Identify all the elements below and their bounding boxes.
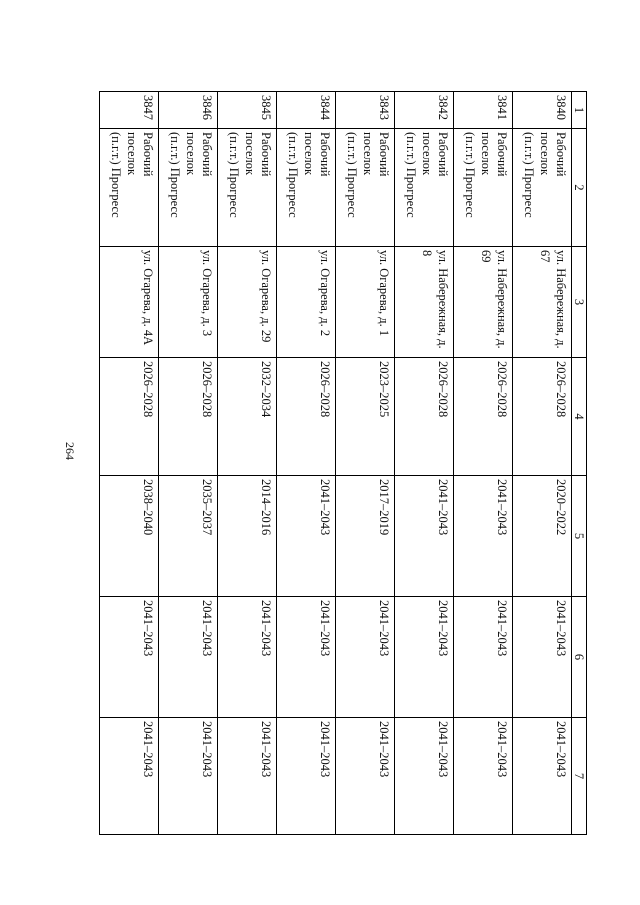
table-header-row bbox=[571, 91, 586, 834]
locality-line: поселок bbox=[537, 131, 552, 175]
period-cell: 2026–2028 bbox=[453, 357, 512, 475]
period-cell: 2041–2043 bbox=[276, 475, 335, 596]
period-cell: 2041–2043 bbox=[335, 596, 394, 717]
table-row bbox=[276, 91, 335, 834]
table-row bbox=[453, 91, 512, 834]
table-row bbox=[158, 91, 217, 834]
period-cell: 2026–2028 bbox=[276, 357, 335, 475]
locality-cell bbox=[453, 128, 512, 246]
schedule-table bbox=[99, 91, 587, 835]
period-cell: 2041–2043 bbox=[158, 717, 217, 834]
period-cell: 2041–2043 bbox=[394, 475, 453, 596]
locality-line: поселок bbox=[360, 131, 375, 175]
row-id: 3841 bbox=[453, 91, 512, 128]
period-cell: 2026–2028 bbox=[158, 357, 217, 475]
column-header: 3 bbox=[571, 246, 586, 357]
table-row bbox=[335, 91, 394, 834]
locality-cell bbox=[158, 128, 217, 246]
locality-line: (п.г.т.) Прогресс bbox=[226, 131, 241, 218]
period-cell: 2035–2037 bbox=[158, 475, 217, 596]
locality-line: поселок bbox=[124, 131, 139, 175]
row-id: 3846 bbox=[158, 91, 217, 128]
row-id: 3845 bbox=[217, 91, 276, 128]
locality-cell bbox=[335, 128, 394, 246]
period-cell: 2041–2043 bbox=[394, 717, 453, 834]
locality-line: (п.г.т.) Прогресс bbox=[462, 131, 477, 218]
period-cell: 2041–2043 bbox=[512, 717, 571, 834]
row-id: 3843 bbox=[335, 91, 394, 128]
locality-line: Рабочий bbox=[376, 131, 391, 176]
period-cell: 2041–2043 bbox=[99, 596, 158, 717]
column-header: 6 bbox=[571, 596, 586, 717]
locality-line: Рабочий bbox=[199, 131, 214, 176]
locality-line: Рабочий bbox=[140, 131, 155, 176]
locality-line: (п.г.т.) Прогресс bbox=[285, 131, 300, 218]
address-cell: ул. Набережная, д. 67 bbox=[512, 246, 571, 357]
locality-cell bbox=[512, 128, 571, 246]
locality-line: поселок bbox=[478, 131, 493, 175]
locality-cell bbox=[394, 128, 453, 246]
table-row bbox=[217, 91, 276, 834]
table-container bbox=[102, 87, 586, 830]
locality-line: Рабочий bbox=[494, 131, 509, 176]
locality-line: поселок bbox=[301, 131, 316, 175]
locality-line: (п.г.т.) Прогресс bbox=[108, 131, 123, 218]
period-cell: 2041–2043 bbox=[512, 596, 571, 717]
locality-line: поселок bbox=[242, 131, 257, 175]
column-header: 7 bbox=[571, 717, 586, 834]
locality-cell bbox=[276, 128, 335, 246]
period-cell: 2041–2043 bbox=[217, 596, 276, 717]
period-cell: 2026–2028 bbox=[99, 357, 158, 475]
period-cell: 2041–2043 bbox=[394, 596, 453, 717]
address-cell: ул. Огарева, д. 1 bbox=[335, 246, 394, 357]
column-header: 4 bbox=[571, 357, 586, 475]
row-id: 3847 bbox=[99, 91, 158, 128]
locality-line: (п.г.т.) Прогресс bbox=[403, 131, 418, 218]
period-cell: 2032–2034 bbox=[217, 357, 276, 475]
period-cell: 2020–2022 bbox=[512, 475, 571, 596]
row-id: 3844 bbox=[276, 91, 335, 128]
period-cell: 2026–2028 bbox=[394, 357, 453, 475]
page-number: 264 bbox=[63, 442, 77, 460]
locality-line: (п.г.т.) Прогресс bbox=[344, 131, 359, 218]
locality-line: Рабочий bbox=[435, 131, 450, 176]
row-id: 3840 bbox=[512, 91, 571, 128]
address-cell: ул. Огарева, д. 29 bbox=[217, 246, 276, 357]
locality-line: Рабочий bbox=[553, 131, 568, 176]
address-cell: ул. Огарева, д. 4А bbox=[99, 246, 158, 357]
period-cell: 2041–2043 bbox=[453, 717, 512, 834]
locality-line: (п.г.т.) Прогресс bbox=[167, 131, 182, 218]
address-cell: ул. Огарева, д. 3 bbox=[158, 246, 217, 357]
address-cell: ул. Набережная, д. 8 bbox=[394, 246, 453, 357]
row-id: 3842 bbox=[394, 91, 453, 128]
period-cell: 2014–2016 bbox=[217, 475, 276, 596]
address-cell: ул. Набережная, д. 69 bbox=[453, 246, 512, 357]
period-cell: 2041–2043 bbox=[158, 596, 217, 717]
locality-line: (п.г.т.) Прогресс bbox=[521, 131, 536, 218]
period-cell: 2041–2043 bbox=[99, 717, 158, 834]
period-cell: 2023–2025 bbox=[335, 357, 394, 475]
locality-cell bbox=[217, 128, 276, 246]
period-cell: 2041–2043 bbox=[276, 717, 335, 834]
period-cell: 2017–2019 bbox=[335, 475, 394, 596]
column-header: 5 bbox=[571, 475, 586, 596]
table-row bbox=[512, 91, 571, 834]
period-cell: 2041–2043 bbox=[453, 475, 512, 596]
column-header: 1 bbox=[571, 91, 586, 128]
locality-line: поселок bbox=[419, 131, 434, 175]
address-cell: ул. Огарева, д. 2 bbox=[276, 246, 335, 357]
locality-line: поселок bbox=[183, 131, 198, 175]
table-row bbox=[99, 91, 158, 834]
table-row bbox=[394, 91, 453, 834]
period-cell: 2041–2043 bbox=[276, 596, 335, 717]
period-cell: 2041–2043 bbox=[335, 717, 394, 834]
period-cell: 2041–2043 bbox=[217, 717, 276, 834]
locality-cell bbox=[99, 128, 158, 246]
period-cell: 2038–2040 bbox=[99, 475, 158, 596]
period-cell: 2026–2028 bbox=[512, 357, 571, 475]
column-header: 2 bbox=[571, 128, 586, 246]
locality-line: Рабочий bbox=[317, 131, 332, 176]
locality-line: Рабочий bbox=[258, 131, 273, 176]
period-cell: 2041–2043 bbox=[453, 596, 512, 717]
